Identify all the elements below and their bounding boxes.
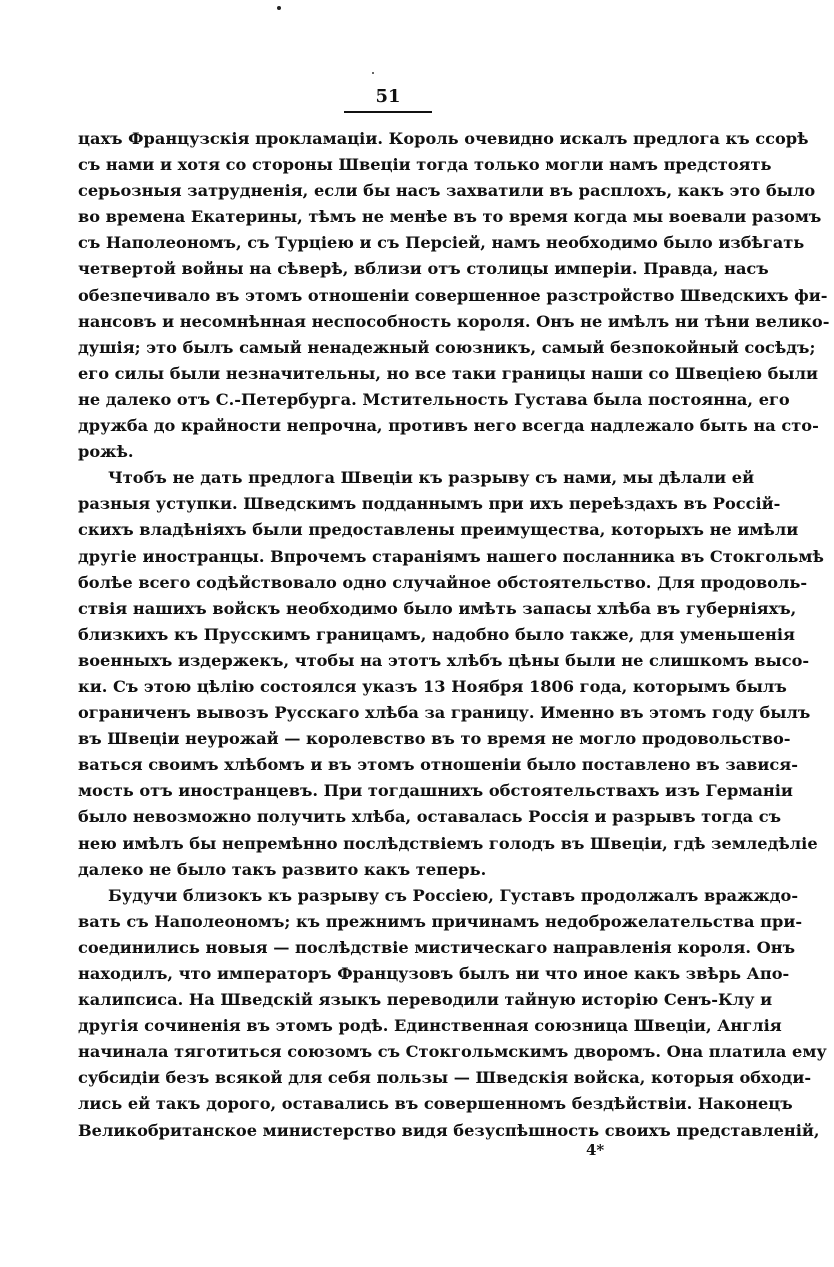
text-line: ваться своимъ хлѣбомъ и въ этомъ отношеніи было поставлено въ завися- — [78, 755, 798, 775]
header-rule — [344, 111, 432, 113]
text-line: находилъ, что императоръ Французовъ былъ ни что иное какъ звѣрь Апо- — [78, 964, 790, 983]
text-line: дружба до крайности непрочна, противъ него всегда надлежало быть на сто- — [78, 416, 819, 436]
text-line: калипсиса. На Шведскій языкъ переводили тайную исторію Сенъ-Клу и — [78, 990, 773, 1010]
text-line: не далеко отъ С.-Петербурга. Мстительность Густава была постоянна, его — [78, 389, 790, 409]
text-line: обезпечивало въ этомъ отношеніи совершенное разстройство Шведскихъ фи- — [78, 285, 828, 305]
text-line: Чтобъ не дать предлога Швеціи къ разрыву съ нами, мы дѣлали ей — [108, 468, 755, 488]
text-line: болѣе всего содѣйствовало одно случайное обстоятельство. Для продоволь- — [78, 572, 808, 592]
text-line: Великобританское министерство видя безуспѣшность своихъ представленій, — [78, 1120, 820, 1140]
text-line: военныхъ издержекъ, чтобы на этотъ хлѣбъ цѣны были не слишкомъ высо- — [78, 650, 810, 670]
text-line: другіе иностранцы. Впрочемъ стараніямъ нашего посланника въ Стокгольмѣ — [78, 546, 824, 566]
page-number: 51 — [375, 86, 401, 107]
text-line: близкихъ къ Прусскимъ границамъ, надобно было также, для уменьшенія — [78, 624, 795, 644]
text-line: вать съ Наполеономъ; къ прежнимъ причинамъ недоброжелательства при- — [78, 911, 803, 931]
text-line: далеко не было такъ развито какъ теперь. — [78, 859, 487, 879]
text-line: во времена Екатерины, тѣмъ не менѣе въ то время когда мы воевали разомъ — [78, 207, 822, 227]
text-line: мость отъ иностранцевъ. При тогдашнихъ обстоятельствахъ изъ Германіи — [78, 781, 793, 801]
text-line: серьозныя затрудненія, если бы насъ захватили въ расплохъ, какъ это было — [78, 181, 816, 201]
text-line: было невозможно получить хлѣба, оставалась Россія и разрывъ тогда съ — [78, 807, 782, 827]
signature-mark: 4* — [586, 1141, 605, 1159]
text-line: субсидіи безъ всякой для себя пользы — Шведскія войска, которыя обходи- — [78, 1068, 812, 1088]
text-line: нансовъ и несомнѣнная неспособность короля. Онъ не имѣлъ ни тѣни велико- — [78, 311, 830, 331]
text-line: скихъ владѣніяхъ были предоставлены преимущества, которыхъ не имѣли — [78, 520, 799, 540]
text-line: другія сочиненія въ этомъ родѣ. Единственная союзница Швеціи, Англія — [78, 1016, 782, 1036]
ink-speck — [372, 72, 374, 74]
text-line: лись ей такъ дорого, оставались въ совершенномъ бездѣйствіи. Наконецъ — [78, 1094, 793, 1114]
text-line: его силы были незначительны, но все таки границы наши со Швеціею были — [78, 363, 819, 383]
body-text — [78, 126, 830, 1144]
text-line: съ нами и хотя со стороны Швеціи тогда только могли намъ предстоять — [78, 155, 772, 175]
text-line: начинала тяготиться союзомъ съ Стокгольмскимъ дворомъ. Она платила ему — [78, 1042, 827, 1062]
text-line: четвертой войны на сѣверѣ, вблизи отъ столицы имперіи. Правда, насъ — [78, 259, 769, 279]
text-line: ограниченъ вывозъ Русскаго хлѣба за границу. Именно въ этомъ году былъ — [78, 703, 811, 723]
text-line: цахъ Французскія прокламаціи. Король очевидно искалъ предлога къ ссорѣ — [78, 129, 809, 148]
text-line: ствія нашихъ войскъ необходимо было имѣть запасы хлѣба въ губерніяхъ, — [78, 598, 797, 618]
text-line: душія; это былъ самый ненадежный союзникъ, самый безпокойный сосѣдъ; — [78, 337, 816, 357]
text-line: нею имѣлъ бы непремѣнно послѣдствіемъ голодъ въ Швеціи, гдѣ земледѣліе — [78, 833, 818, 853]
text-line: Будучи близокъ къ разрыву съ Россіею, Густавъ продолжалъ вражждо- — [108, 885, 799, 905]
text-line: разныя уступки. Шведскимъ подданнымъ при ихъ переѣздахъ въ Россій- — [78, 494, 781, 514]
text-line: соединились новыя — послѣдствіе мистическаго направленія короля. Онъ — [78, 937, 795, 957]
ink-dot — [277, 6, 281, 10]
text-line: рожѣ. — [78, 442, 134, 462]
text-line: ки. Съ этою цѣлію состоялся указъ 13 Ноября 1806 года, которымъ былъ — [78, 676, 787, 696]
text-line: въ Швеціи неурожай — королевство въ то время не могло продовольство- — [78, 729, 791, 749]
text-line: съ Наполеономъ, съ Турціею и съ Персіей, намъ необходимо было избѣгать — [78, 233, 805, 253]
